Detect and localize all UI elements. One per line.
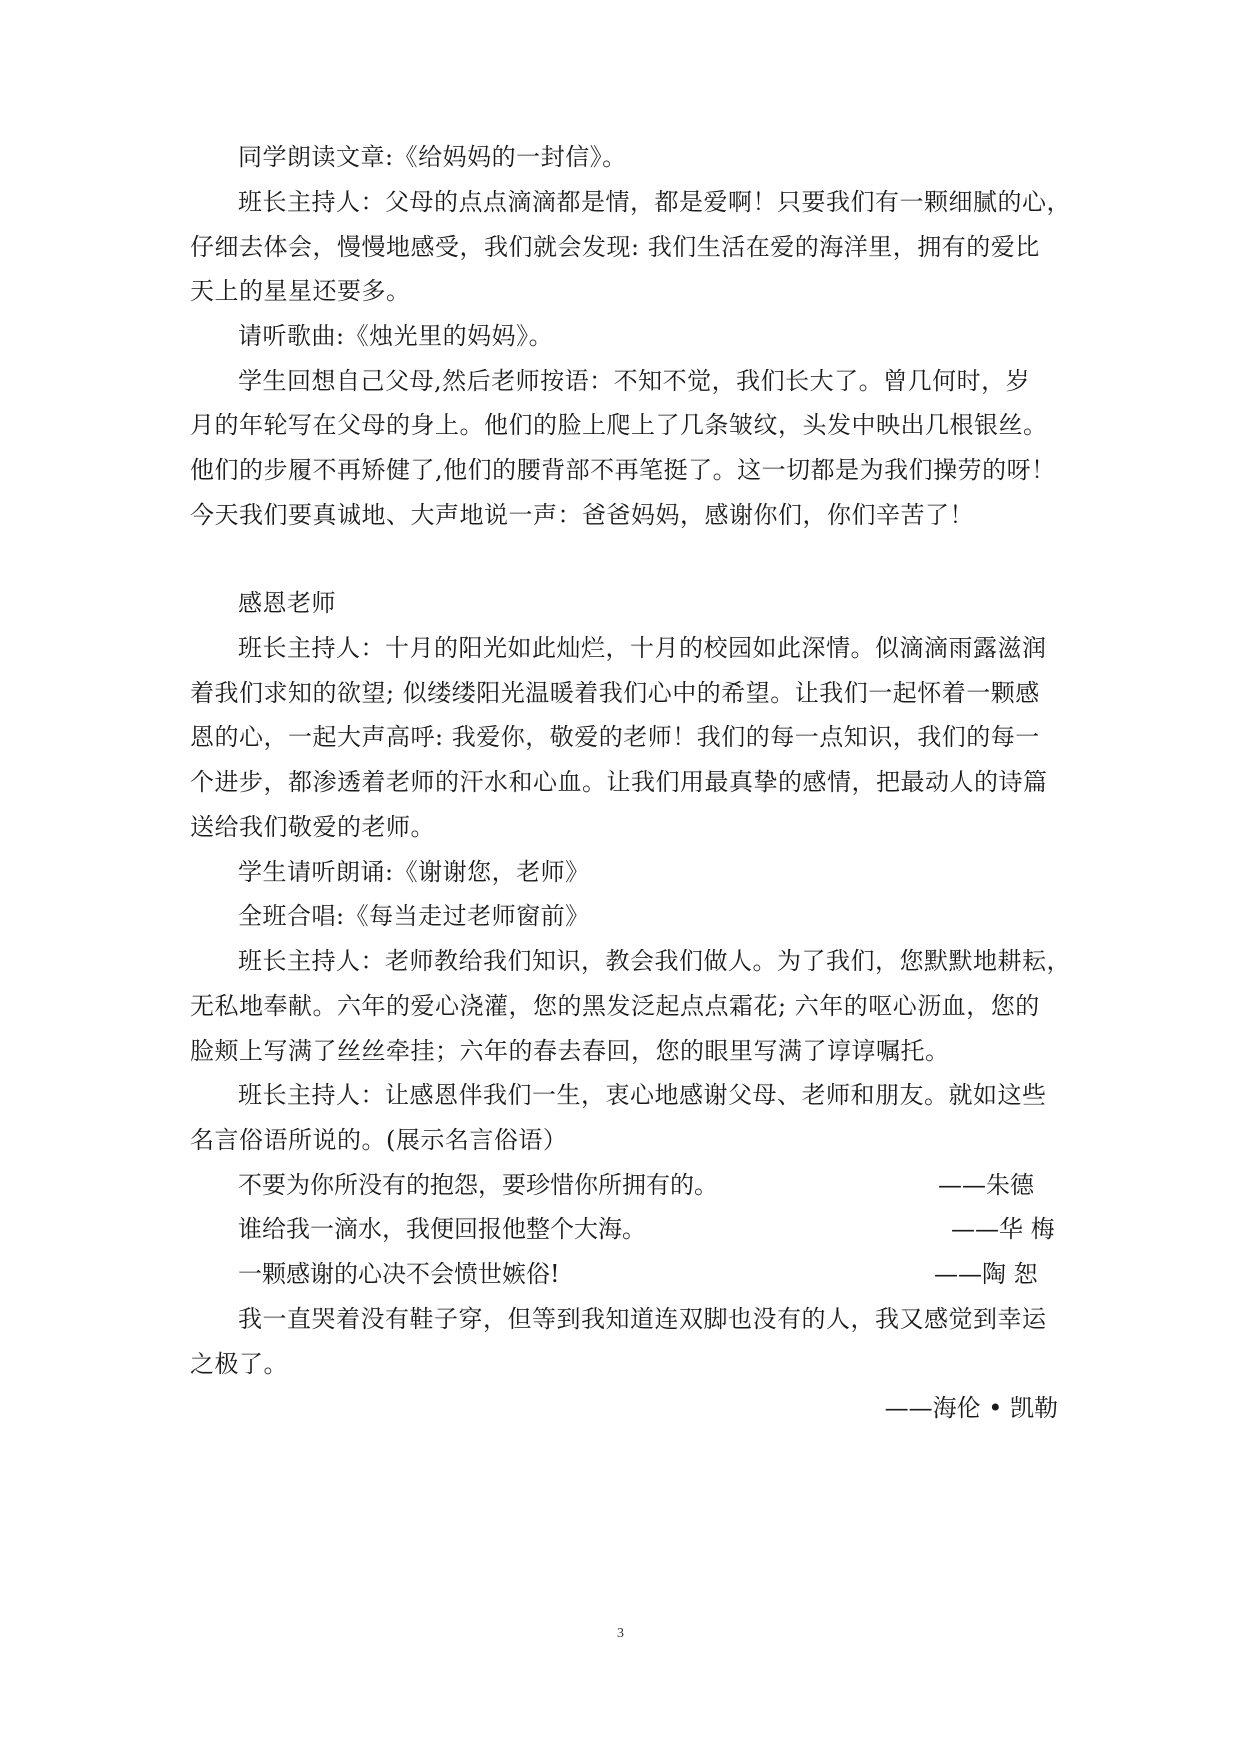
paragraph-teacher-line: 着我们求知的欲望; 似缕缕阳光温暖着我们心中的希望。让我们一起怀着一颗感 — [190, 679, 1040, 707]
paragraph-helen-keller-line: 之极了。 — [190, 1350, 288, 1378]
quote-text: 不要为你所没有的抱怨，要珍惜你所拥有的。 — [238, 1171, 718, 1199]
paragraph-teacher-line: 送给我们敬爱的老师。 — [190, 813, 435, 841]
paragraph-teacher-thanks-line: 脸颊上写满了丝丝牵挂；六年的春去春回，您的眼里写满了谆谆嘱托。 — [190, 1037, 950, 1065]
quote-author: ——海伦 • 凯勒 — [884, 1394, 1058, 1422]
paragraph-gratitude-line: 班长主持人：让感恩伴我们一生，衷心地感谢父母、老师和朋友。就如这些 — [238, 1081, 1047, 1109]
quote-row — [238, 1170, 1058, 1200]
paragraph-teacher-line: 个进步，都渗透着老师的汗水和心血。让我们用最真挚的感情，把最动人的诗篇 — [190, 768, 1048, 796]
paragraph-teacher-thanks-line: 无私地奉献。六年的爱心浇灌，您的黑发泛起点点霜花; 六年的呕心沥血，您的 — [190, 992, 1040, 1020]
paragraph-reflection-line: 他们的步履不再矫健了,他们的腰背部不再笔挺了。这一切都是为我们操劳的呀！ — [190, 456, 1056, 484]
section-title: 感恩老师 — [238, 589, 336, 617]
paragraph-gratitude-line: 名言俗语所说的。(展示名言俗语） — [190, 1126, 568, 1154]
paragraph-teacher-line: 恩的心，一起大声高呼: 我爱你，敬爱的老师！我们的每一点知识，我们的每一 — [190, 723, 1040, 751]
page-number: 3 — [617, 1626, 624, 1641]
paragraph-reading: 同学朗读文章:《给妈妈的一封信》。 — [238, 143, 627, 171]
quote-author: ——朱德 — [938, 1171, 1034, 1199]
paragraph-helen-keller-line: 我一直哭着没有鞋子穿，但等到我知道连双脚也没有的人，我又感觉到幸运 — [238, 1305, 1047, 1333]
paragraph-host-line: 天上的星星还要多。 — [190, 277, 411, 305]
quote-text: 谁给我一滴水，我便回报他整个大海。 — [238, 1215, 646, 1243]
quote-author: ——华 梅 — [951, 1215, 1055, 1243]
paragraph-host-line: 班长主持人：父母的点点滴滴都是情，都是爱啊！只要我们有一颗细腻的心， — [238, 188, 1071, 216]
paragraph-teacher-line: 班长主持人：十月的阳光如此灿烂，十月的校园如此深情。似滴滴雨露滋润 — [238, 634, 1047, 662]
quote-text: 一颗感谢的心决不会愤世嫉俗! — [238, 1260, 560, 1288]
paragraph-reflection-line: 今天我们要真诚地、大声地说一声：爸爸妈妈，感谢你们，你们辛苦了！ — [190, 501, 974, 529]
quote-row — [238, 1214, 1058, 1244]
paragraph-reflection-line: 月的年轮写在父母的身上。他们的脸上爬上了几条皱纹，头发中映出几根银丝。 — [190, 411, 1048, 439]
paragraph-song: 请听歌曲:《烛光里的妈妈》。 — [238, 322, 554, 350]
quote-row — [238, 1259, 1058, 1289]
paragraph-teacher-thanks-line: 班长主持人：老师教给我们知识，教会我们做人。为了我们，您默默地耕耘， — [238, 947, 1071, 975]
paragraph-host-line: 仔细去体会，慢慢地感受，我们就会发现: 我们生活在爱的海洋里，拥有的爱比 — [190, 233, 1040, 261]
paragraph-reflection-line: 学生回想自己父母,然后老师按语：不知不觉，我们长大了。曾几何时，岁 — [238, 367, 1031, 395]
paragraph-recital: 学生请听朗诵:《谢谢您，老师》 — [238, 858, 590, 886]
quote-author: ——陶 恕 — [934, 1260, 1038, 1288]
paragraph-chorus: 全班合唱:《每当走过老师窗前》 — [238, 902, 590, 930]
